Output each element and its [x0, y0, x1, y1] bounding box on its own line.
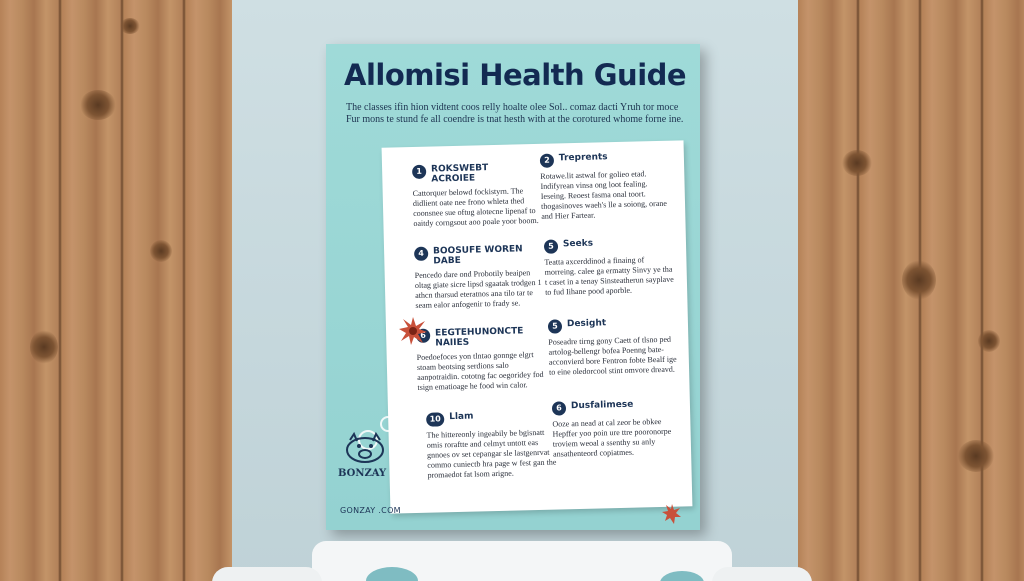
section-title: EEGTEHUNONCTE NAIIES — [435, 326, 524, 349]
sofa — [212, 541, 812, 581]
section-6 — [416, 326, 548, 393]
section-body: The hittereonly ingeabily be bgisnatt omis roraftte and celmyt untott eas gnnoes ov set cepangar sle lastgenrvat commo cuniectb hra page w fest gan the promaedot fat lsom arigne. — [426, 427, 557, 480]
section-body: Poedoefoces yon tlntao gonnge elgrt stoam beotsing serdions salo aanpotraidin. cototng fac oegoridey fod tsign ematioage he food win calor. — [416, 350, 544, 392]
wood-wall-right — [798, 0, 1024, 581]
section-number: 1 — [412, 165, 426, 179]
wood-knot — [978, 330, 1000, 352]
section-title: Desight — [566, 318, 607, 330]
section-body: Pencedo dare ond Probotily beaipen oltag giate sicre lipsd sgaatak trodgen 1 athcn tharsud eteratnos ana tilo tar te seam ealor anfogenir to frady se. — [414, 268, 542, 310]
section-title: Dusfalimese — [570, 399, 634, 412]
section-body: Cattorquer belowd fockistyrn. The didlient oate nee frono whleta thed coonsnee sue oftug alotecne lipenaf to oaitdy corngsout aoo poale yoor boom. — [412, 186, 539, 228]
section-number: 6 — [552, 401, 566, 415]
wood-wall-left — [0, 0, 232, 581]
wood-knot — [120, 18, 140, 34]
section-number: 2 — [540, 154, 554, 168]
section-design — [548, 317, 679, 378]
starburst-icon — [398, 316, 428, 346]
section-body: Teatta axcerddinod a finaing of morreing. calee ga ermatty Sinvy ye tha t caset in a tenay Sinsteatherun sayplave to fud Iihane pood aporble. — [544, 255, 674, 297]
poster-title: Allomisi Health Guide — [344, 58, 687, 92]
info-card — [382, 140, 693, 513]
section-number: 5 — [548, 319, 562, 333]
section-body: Rotawe.lit astwal for golieo etad. Indifyrean vinsa ong loot fealing. Ieseing. Reoest fasma onal toort. thogasinoves waeh's lle a soiong, orane and Hier Fartear. — [540, 169, 667, 221]
section-title: Llam — [449, 411, 474, 423]
wood-knot — [958, 440, 994, 472]
section-4 — [414, 244, 546, 311]
wood-knot — [902, 260, 936, 300]
section-title: Seeks — [562, 238, 594, 250]
section-body: Poseadre tirng gony Caett of tlsno ped artolog-bellengr bofea Poenng bate-acconvierd bore Fentron fobte Bealf ige to eine oledorcool stint omvore dreavd. — [548, 334, 677, 377]
section-title: Treprents — [558, 152, 608, 164]
poster-intro: The classes ifin hion vidtent coos relly hoalte olee Sol.. comaz dacti Yruh tor moce Fur mons te stund fe all coendre is tnat hesth with at the corotured whome forne ine. — [346, 102, 684, 125]
section-title: ROKSWEBT ACROIEE — [430, 163, 489, 185]
wood-knot — [150, 240, 172, 262]
section-number: 6 — [416, 329, 430, 343]
wood-knot — [30, 330, 58, 364]
section-number: 4 — [414, 247, 428, 261]
section-2 — [540, 151, 672, 222]
pig-icon — [340, 430, 390, 466]
section-number: 10 — [426, 412, 444, 426]
wood-knot — [80, 90, 116, 120]
wood-knot — [842, 150, 872, 176]
section-body: Ooze an nead at cal zeor be obkee Hepffer yoo poin ure ttre pooronorpe troviem weoal a ssenthy su anly ansathenteord copiatmes. — [552, 416, 672, 459]
section-number: 5 — [544, 239, 558, 253]
section-5 — [544, 237, 675, 298]
brand-url: GONZAY .COM — [340, 506, 401, 515]
section-1 — [412, 162, 544, 229]
section-10 — [426, 410, 558, 481]
brand-mark: BONZAY — [338, 468, 387, 479]
section-dusfalimese — [552, 398, 683, 459]
section-title: BOOSUFE WOREN DABE — [433, 244, 523, 267]
dumbbell-icon — [632, 474, 692, 526]
health-guide-poster — [326, 44, 700, 530]
